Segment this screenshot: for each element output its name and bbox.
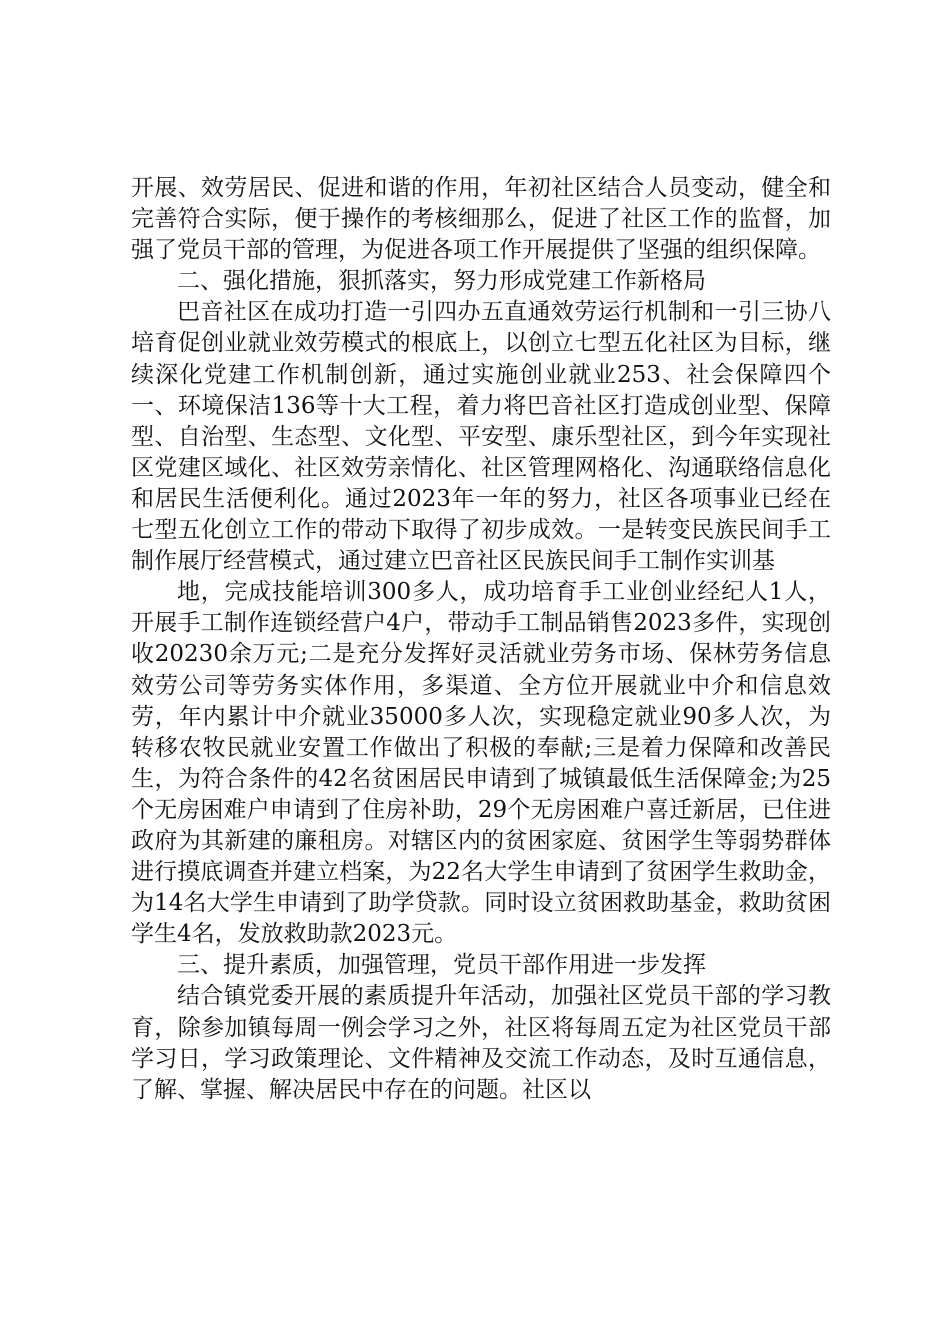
paragraph-body: 地，完成技能培训300多人，成功培育手工业创业经纪人1人，开展手工制作连锁经营户4户，带动手工制品销售2023多件，实现创收20230余万元;二是充分发挥好灵活就业劳务市场、保林劳务信息效劳公司等劳务实体作用，多渠道、全方位开展就业中介和信息效劳，年内累计中介就业35000多人次，实现稳定就业90多人次，为转移农牧民就业安置工作做出了积极的奉献;三是着力保障和改善民生，为符合条件的42名贫困居民申请到了城镇最低生活保障金;为25个无房困难户申请到了住房补助，29个无房困难户喜迁新居，已住进政府为其新建的廉租房。对辖区内的贫困家庭、贫困学生等弱势群体进行摸底调查并建立档案，为22名大学生申请到了贫困学生救助金，为14名大学生申请到了助学贷款。同时设立贫困救助基金，救助贫困学生4名，发放救助款2023元。 [131, 579, 831, 948]
section-heading-3: 三、提升素质，加强管理，党员干部作用进一步发挥 [177, 952, 706, 979]
paragraph-body: 结合镇党委开展的素质提升年活动，加强社区党员干部的学习教育，除参加镇每周一例会学习之外，社区将每周五定为社区党员干部学习日，学习政策理论、文件精神及交流工作动态，及时互通信息，了解、掌握、解决居民中存在的问题。社区以 [131, 983, 831, 1103]
paragraph-body: 巴音社区在成功打造一引四办五直通效劳运行机制和一引三协八培育促创业就业效劳模式的根底上，以创立七型五化社区为目标，继续深化党建工作机制创新，通过实施创业就业253、社会保障四个一、环境保洁136等十大工程，着力将巴音社区打造成创业型、保障型、自治型、生态型、文化型、平安型、康乐型社区，到今年实现社区党建区域化、社区效劳亲情化、社区管理网格化、沟通联络信息化和居民生活便利化。通过2023年一年的努力，社区各项事业已经在七型五化创立工作的带动下取得了初步成效。一是转变民族民间手工制作展厅经营模式，通过建立巴音社区民族民间手工制作实训基 [131, 299, 831, 575]
document-page [131, 173, 831, 1106]
section-heading-2: 二、强化措施，狠抓落实，努力形成党建工作新格局 [177, 268, 706, 295]
paragraph-continuation: 开展、效劳居民、促进和谐的作用，年初社区结合人员变动，健全和完善符合实际，便于操作的考核细那么，促进了社区工作的监督，加强了党员干部的管理，为促进各项工作开展提供了坚强的组织保障。 [131, 175, 831, 264]
